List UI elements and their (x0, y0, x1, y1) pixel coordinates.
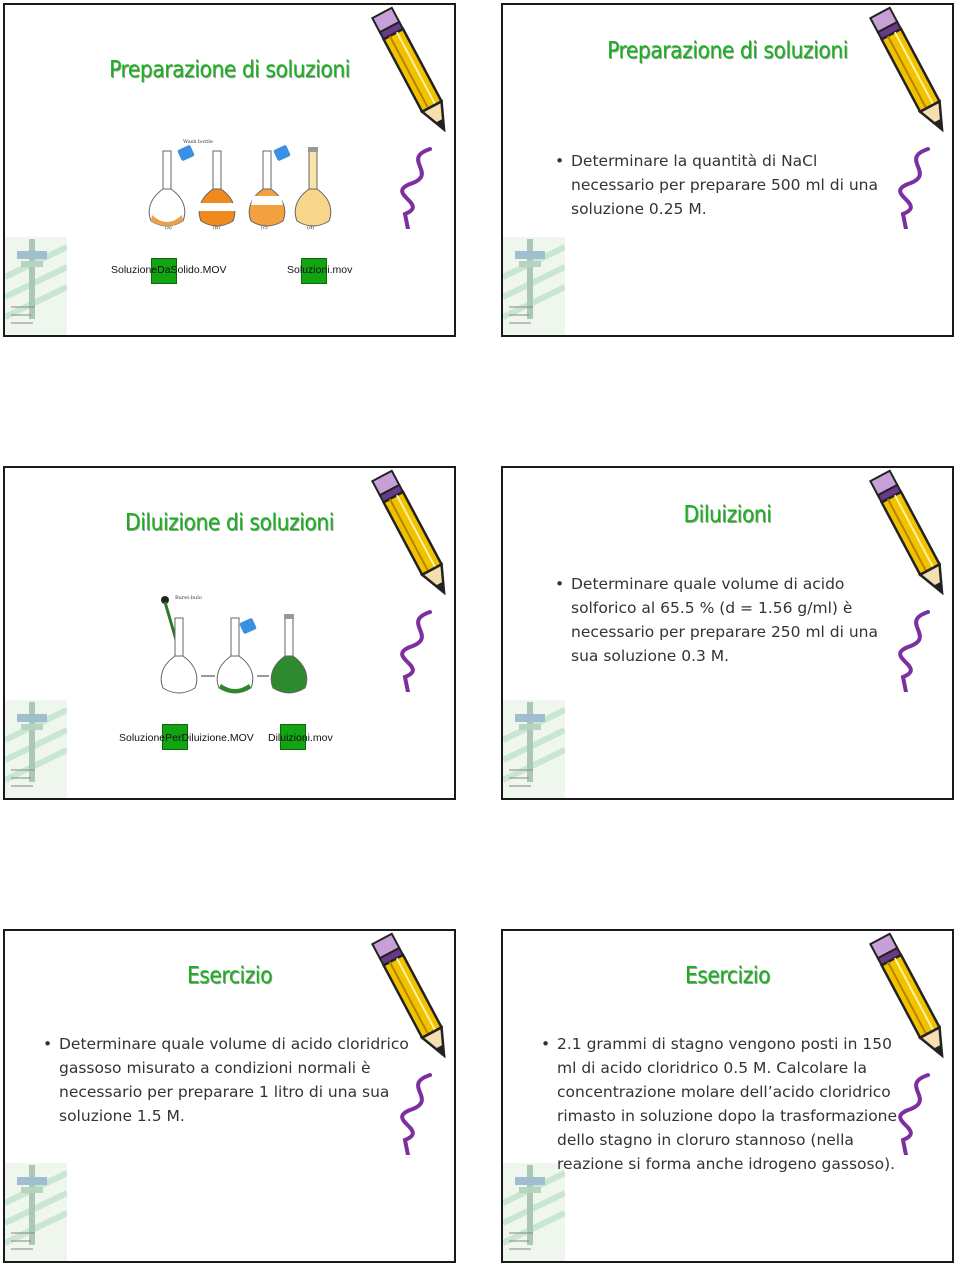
slide-1 (3, 3, 456, 337)
bullet-item: • Determinare quale volume di acido solforico al 65.5 % (d = 1.56 g/ml) è necessario per preparare 250 ml di una sua soluzione 0.3 M. (555, 572, 900, 668)
bullet-list (43, 1032, 415, 1128)
figure-label: Wash bottle (183, 139, 213, 145)
lab-apparatus-decoration (5, 700, 67, 798)
lab-apparatus-decoration (5, 237, 67, 335)
slide-2 (501, 3, 954, 337)
slide-3 (3, 466, 456, 800)
slide-5 (3, 929, 456, 1263)
pencil-icon (370, 466, 456, 692)
figure-label: Buret·bulo (175, 595, 202, 601)
lab-apparatus-decoration (5, 1163, 67, 1261)
flasks-figure (143, 131, 333, 231)
slide-title: Esercizio (684, 963, 771, 989)
media-link-diluizioni[interactable]: Diluizioni.mov (268, 732, 333, 744)
bullet-item: • 2.1 grammi di stagno vengono posti in 150 ml di acido cloridrico 0.5 M. Calcolare la concentrazione molare dell’acido cloridrico rimasto in soluzione dopo la trasformazione dello stagno in cloruro stannoso (nella reazione si forma anche idrogeno gassoso). (541, 1032, 903, 1176)
lab-apparatus-decoration (503, 1163, 565, 1261)
bullet-list (555, 572, 900, 668)
bullet-item: • Determinare la quantità di NaCl necessario per preparare 500 ml di una soluzione 0.25 M. (555, 149, 900, 221)
slide-6 (501, 929, 954, 1263)
bullet-item: • Determinare quale volume di acido cloridrico gassoso misurato a condizioni normali è necessario per preparare 1 litro di una sua soluzione 1.5 M. (43, 1032, 415, 1128)
media-link-soluzione-per-diluizione[interactable]: SoluzionePerDiluizione.MOV (119, 732, 254, 744)
flask-label-c: (c) (261, 225, 268, 231)
slide-title: Preparazione di soluzioni (109, 57, 350, 83)
slide-4 (501, 466, 954, 800)
slide-title: Diluizioni (683, 502, 772, 528)
slide-title: Esercizio (186, 963, 273, 989)
bullet-list (541, 1032, 903, 1176)
flask-label-b: (b) (213, 225, 221, 231)
media-link-soluzioni[interactable]: Soluzioni.mov (287, 264, 353, 276)
media-link-soluzione-da-solido[interactable]: SoluzioneDaSolido.MOV (111, 264, 227, 276)
pencil-icon (370, 3, 456, 229)
lab-apparatus-decoration (503, 700, 565, 798)
flask-label-a: (a) (165, 225, 172, 231)
slide-title: Preparazione di soluzioni (607, 38, 848, 64)
lab-apparatus-decoration (503, 237, 565, 335)
dilution-figure (153, 588, 313, 698)
slide-title: Diluizione di soluzioni (125, 510, 334, 536)
flask-label-d: (d) (307, 225, 315, 231)
bullet-list (555, 149, 900, 221)
